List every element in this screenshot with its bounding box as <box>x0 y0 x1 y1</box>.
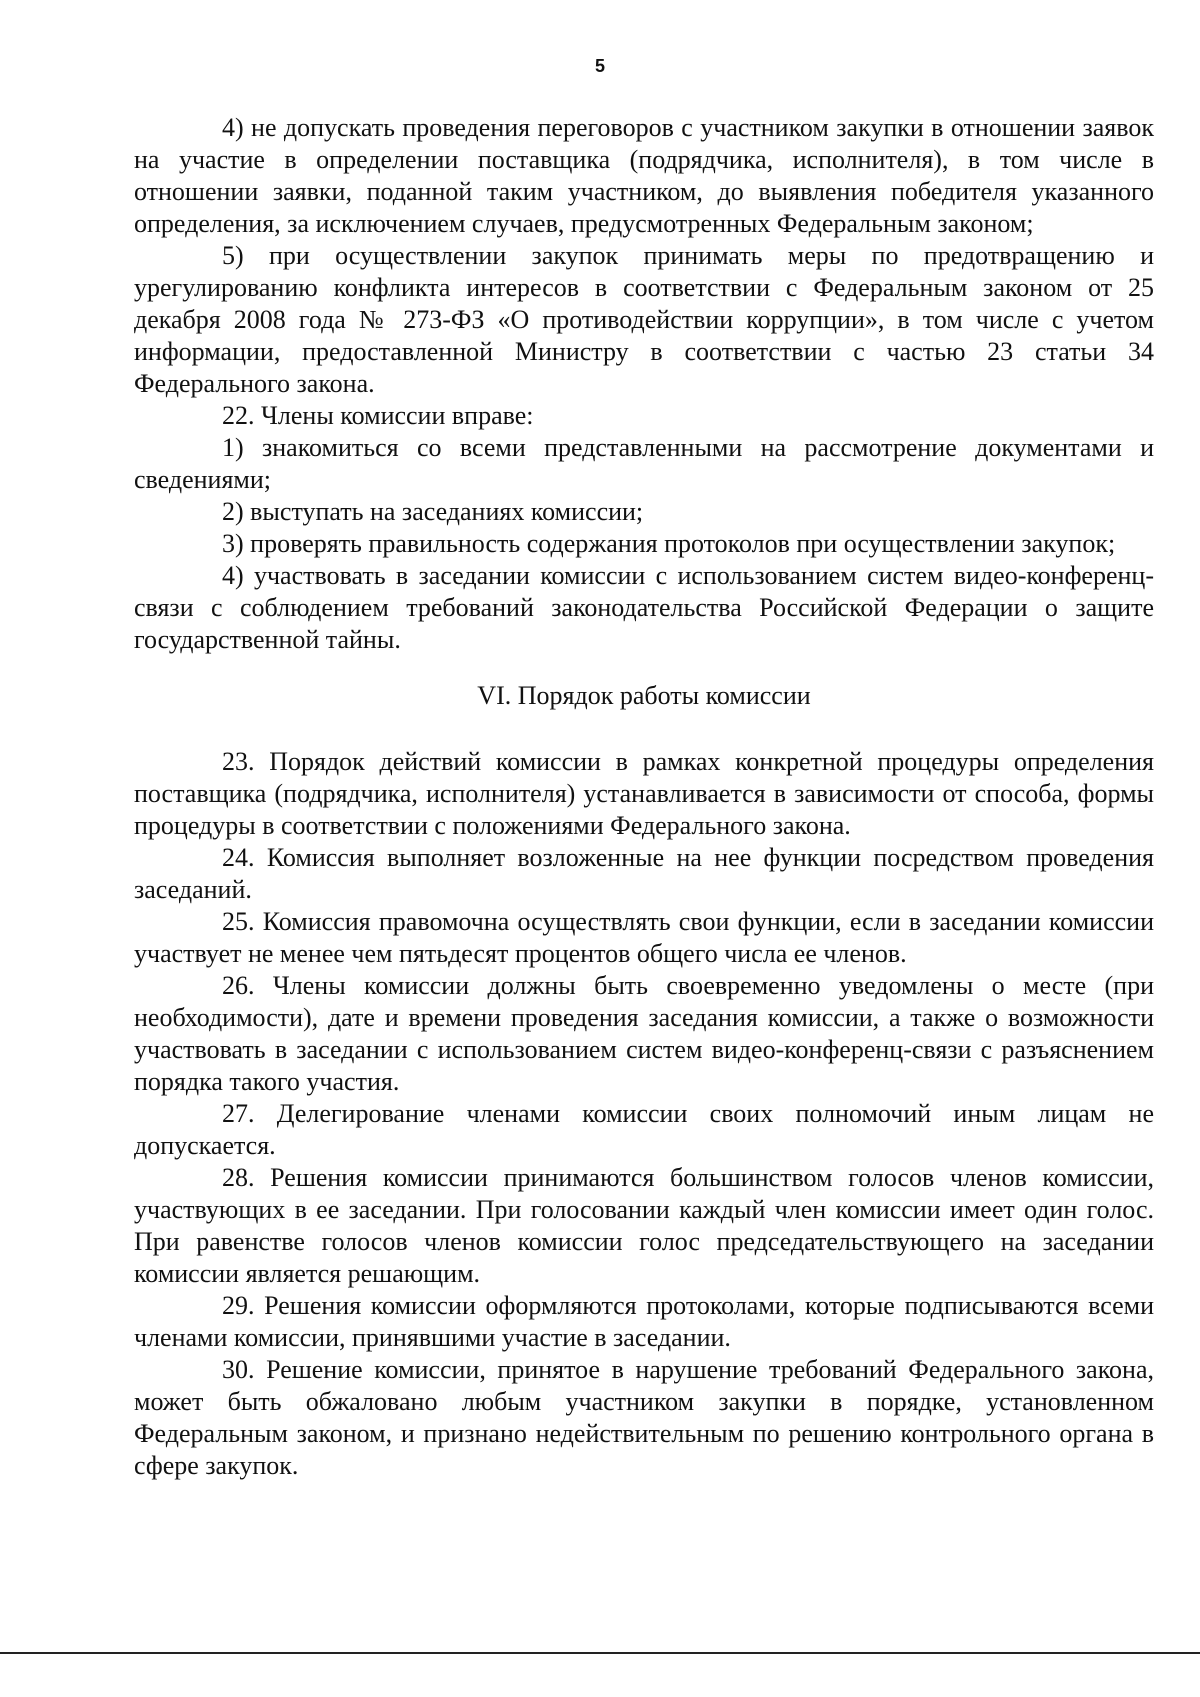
paragraph-clause-26: 26. Члены комиссии должны быть своевременно уведомлены о месте (при необходимости), дате и времени проведения заседания комиссии, а также о возможности участвовать в заседании с использованием систем видео-конференц-связи с разъяснением порядка такого участия. <box>134 971 1154 1096</box>
paragraph-right-4: 4) участвовать в заседании комиссии с использованием систем видео-конференц-связи с соблюдением требований законодательства Российской Федерации о защите государственной тайны. <box>134 561 1154 654</box>
paragraph-clause-25: 25. Комиссия правомочна осуществлять свои функции, если в заседании комиссии участвует не менее чем пятьдесят процентов общего числа ее членов. <box>134 907 1154 968</box>
paragraph-clause-30: 30. Решение комиссии, принятое в нарушение требований Федерального закона, может быть обжаловано любым участником закупки в порядке, установленном Федеральным законом, и признано недействительным по решению контрольного органа в сфере закупок. <box>134 1355 1154 1480</box>
paragraph-clause-24: 24. Комиссия выполняет возложенные на нее функции посредством проведения заседаний. <box>134 843 1154 904</box>
paragraph-item-4: 4) не допускать проведения переговоров с участником закупки в отношении заявок на участие в определении поставщика (подрядчика, исполнителя), в том числе в отношении заявки, поданной таким участником, до выявления победителя указанного определения, за исключением случаев, предусмотренных Федеральным законом; <box>134 113 1154 238</box>
section-heading: VI. Порядок работы комиссии <box>477 681 811 710</box>
paragraph-clause-23: 23. Порядок действий комиссии в рамках конкретной процедуры определения поставщика (подрядчика, исполнителя) устанавливается в зависимости от способа, формы процедуры в соответствии с положениями Федерального закона. <box>134 747 1154 840</box>
page-number: 5 <box>594 56 605 76</box>
paragraph-clause-29: 29. Решения комиссии оформляются протоколами, которые подписываются всеми членами комиссии, принявшими участие в заседании. <box>134 1291 1154 1352</box>
paragraph-clause-22: 22. Члены комиссии вправе: <box>222 401 534 430</box>
paragraph-clause-27: 27. Делегирование членами комиссии своих полномочий иным лицам не допускается. <box>134 1099 1154 1160</box>
paragraph-right-1: 1) знакомиться со всеми представленными на рассмотрение документами и сведениями; <box>134 433 1154 494</box>
paragraph-right-3: 3) проверять правильность содержания протоколов при осуществлении закупок; <box>222 529 1116 558</box>
paragraph-right-2: 2) выступать на заседаниях комиссии; <box>222 497 644 526</box>
bottom-divider <box>0 1652 1200 1654</box>
paragraph-clause-28: 28. Решения комиссии принимаются большинством голосов членов комиссии, участвующих в ее заседании. При голосовании каждый член комиссии имеет один голос. При равенстве голосов членов комиссии голос председательствующего на заседании комиссии является решающим. <box>134 1163 1154 1288</box>
document-body <box>134 112 1154 1482</box>
paragraph-item-5: 5) при осуществлении закупок принимать меры по предотвращению и урегулированию конфликта интересов в соответствии с Федеральным законом от 25 декабря 2008 года № 273-ФЗ «О противодействии коррупции», в том числе с учетом информации, предоставленной Министру в соответствии с частью 23 статьи 34 Федерального закона. <box>134 241 1154 398</box>
